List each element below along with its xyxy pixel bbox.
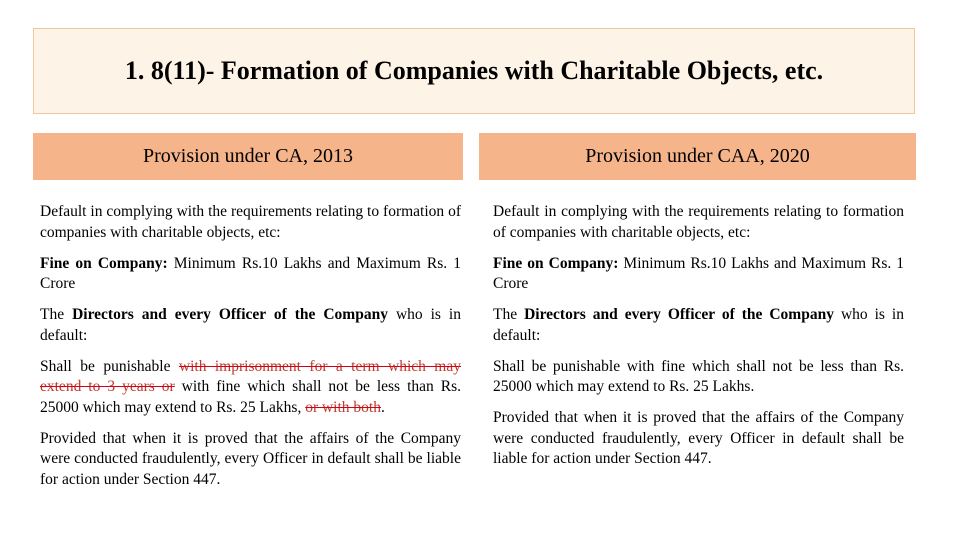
right-proviso-paragraph: Provided that when it is proved that the affairs of the Company were conducted fraudulently, every Officer in default shall be liable for action under Section 447. [493,409,904,467]
left-punishment-a: Shall be punishable [40,357,179,375]
slide-title: 1. 8(11)- Formation of Companies with Charitable Objects, etc. [124,56,824,85]
right-directors-paragraph [493,305,904,346]
left-struck-imprisonment: with imprisonment for a term which may extend to 3 years or [40,357,461,395]
right-fine-text: Minimum Rs.10 Lakhs and Maximum Rs. 1 Crore [493,254,904,292]
left-punishment-b: with fine which shall not be less than Rs. 25000 which may extend to Rs. 25 Lakhs, [40,378,461,416]
left-fine-text: Minimum Rs.10 Lakhs and Maximum Rs. 1 Crore [40,254,461,292]
right-punishment-paragraph: Shall be punishable with fine which shall not be less than Rs. 25000 which may extend to Rs. 25 Lakhs. [493,357,904,395]
left-directors-bold: Directors and every Officer of the Company [72,306,388,323]
left-directors-pre: The [40,306,73,323]
right-fine-label: Fine on Company: [493,254,619,272]
header-caa-2020-label: Provision under CAA, 2020 [585,145,810,167]
column-caa-2020 [493,202,904,480]
right-directors-post: who is in default: [493,306,904,344]
left-punishment-c: . [380,398,385,416]
header-caa-2020 [479,133,916,180]
right-directors-pre: The [493,306,525,323]
left-proviso-paragraph: Provided that when it is proved that the affairs of the Company were conducted fraudulently, every Officer in default shall be liable for action under Section 447. [40,429,461,488]
left-directors-paragraph [40,305,461,346]
column-ca-2013 [40,202,461,501]
slide-title-box [33,28,915,114]
left-default-paragraph: Default in complying with the requirements relating to formation of companies with charitable objects, etc: [40,203,461,241]
left-fine-paragraph [40,254,461,295]
header-ca-2013 [33,133,463,180]
left-punishment-paragraph [40,357,461,419]
left-fine-label: Fine on Company: [40,254,168,272]
right-directors-bold: Directors and every Officer of the Company [524,306,834,323]
left-directors-post: who is in default: [40,306,461,344]
right-default-paragraph: Default in complying with the requirements relating to formation of companies with charitable objects, etc: [493,203,904,241]
right-fine-paragraph [493,254,904,295]
header-ca-2013-label: Provision under CA, 2013 [143,145,353,167]
left-struck-or-with-both: or with both [305,398,381,416]
